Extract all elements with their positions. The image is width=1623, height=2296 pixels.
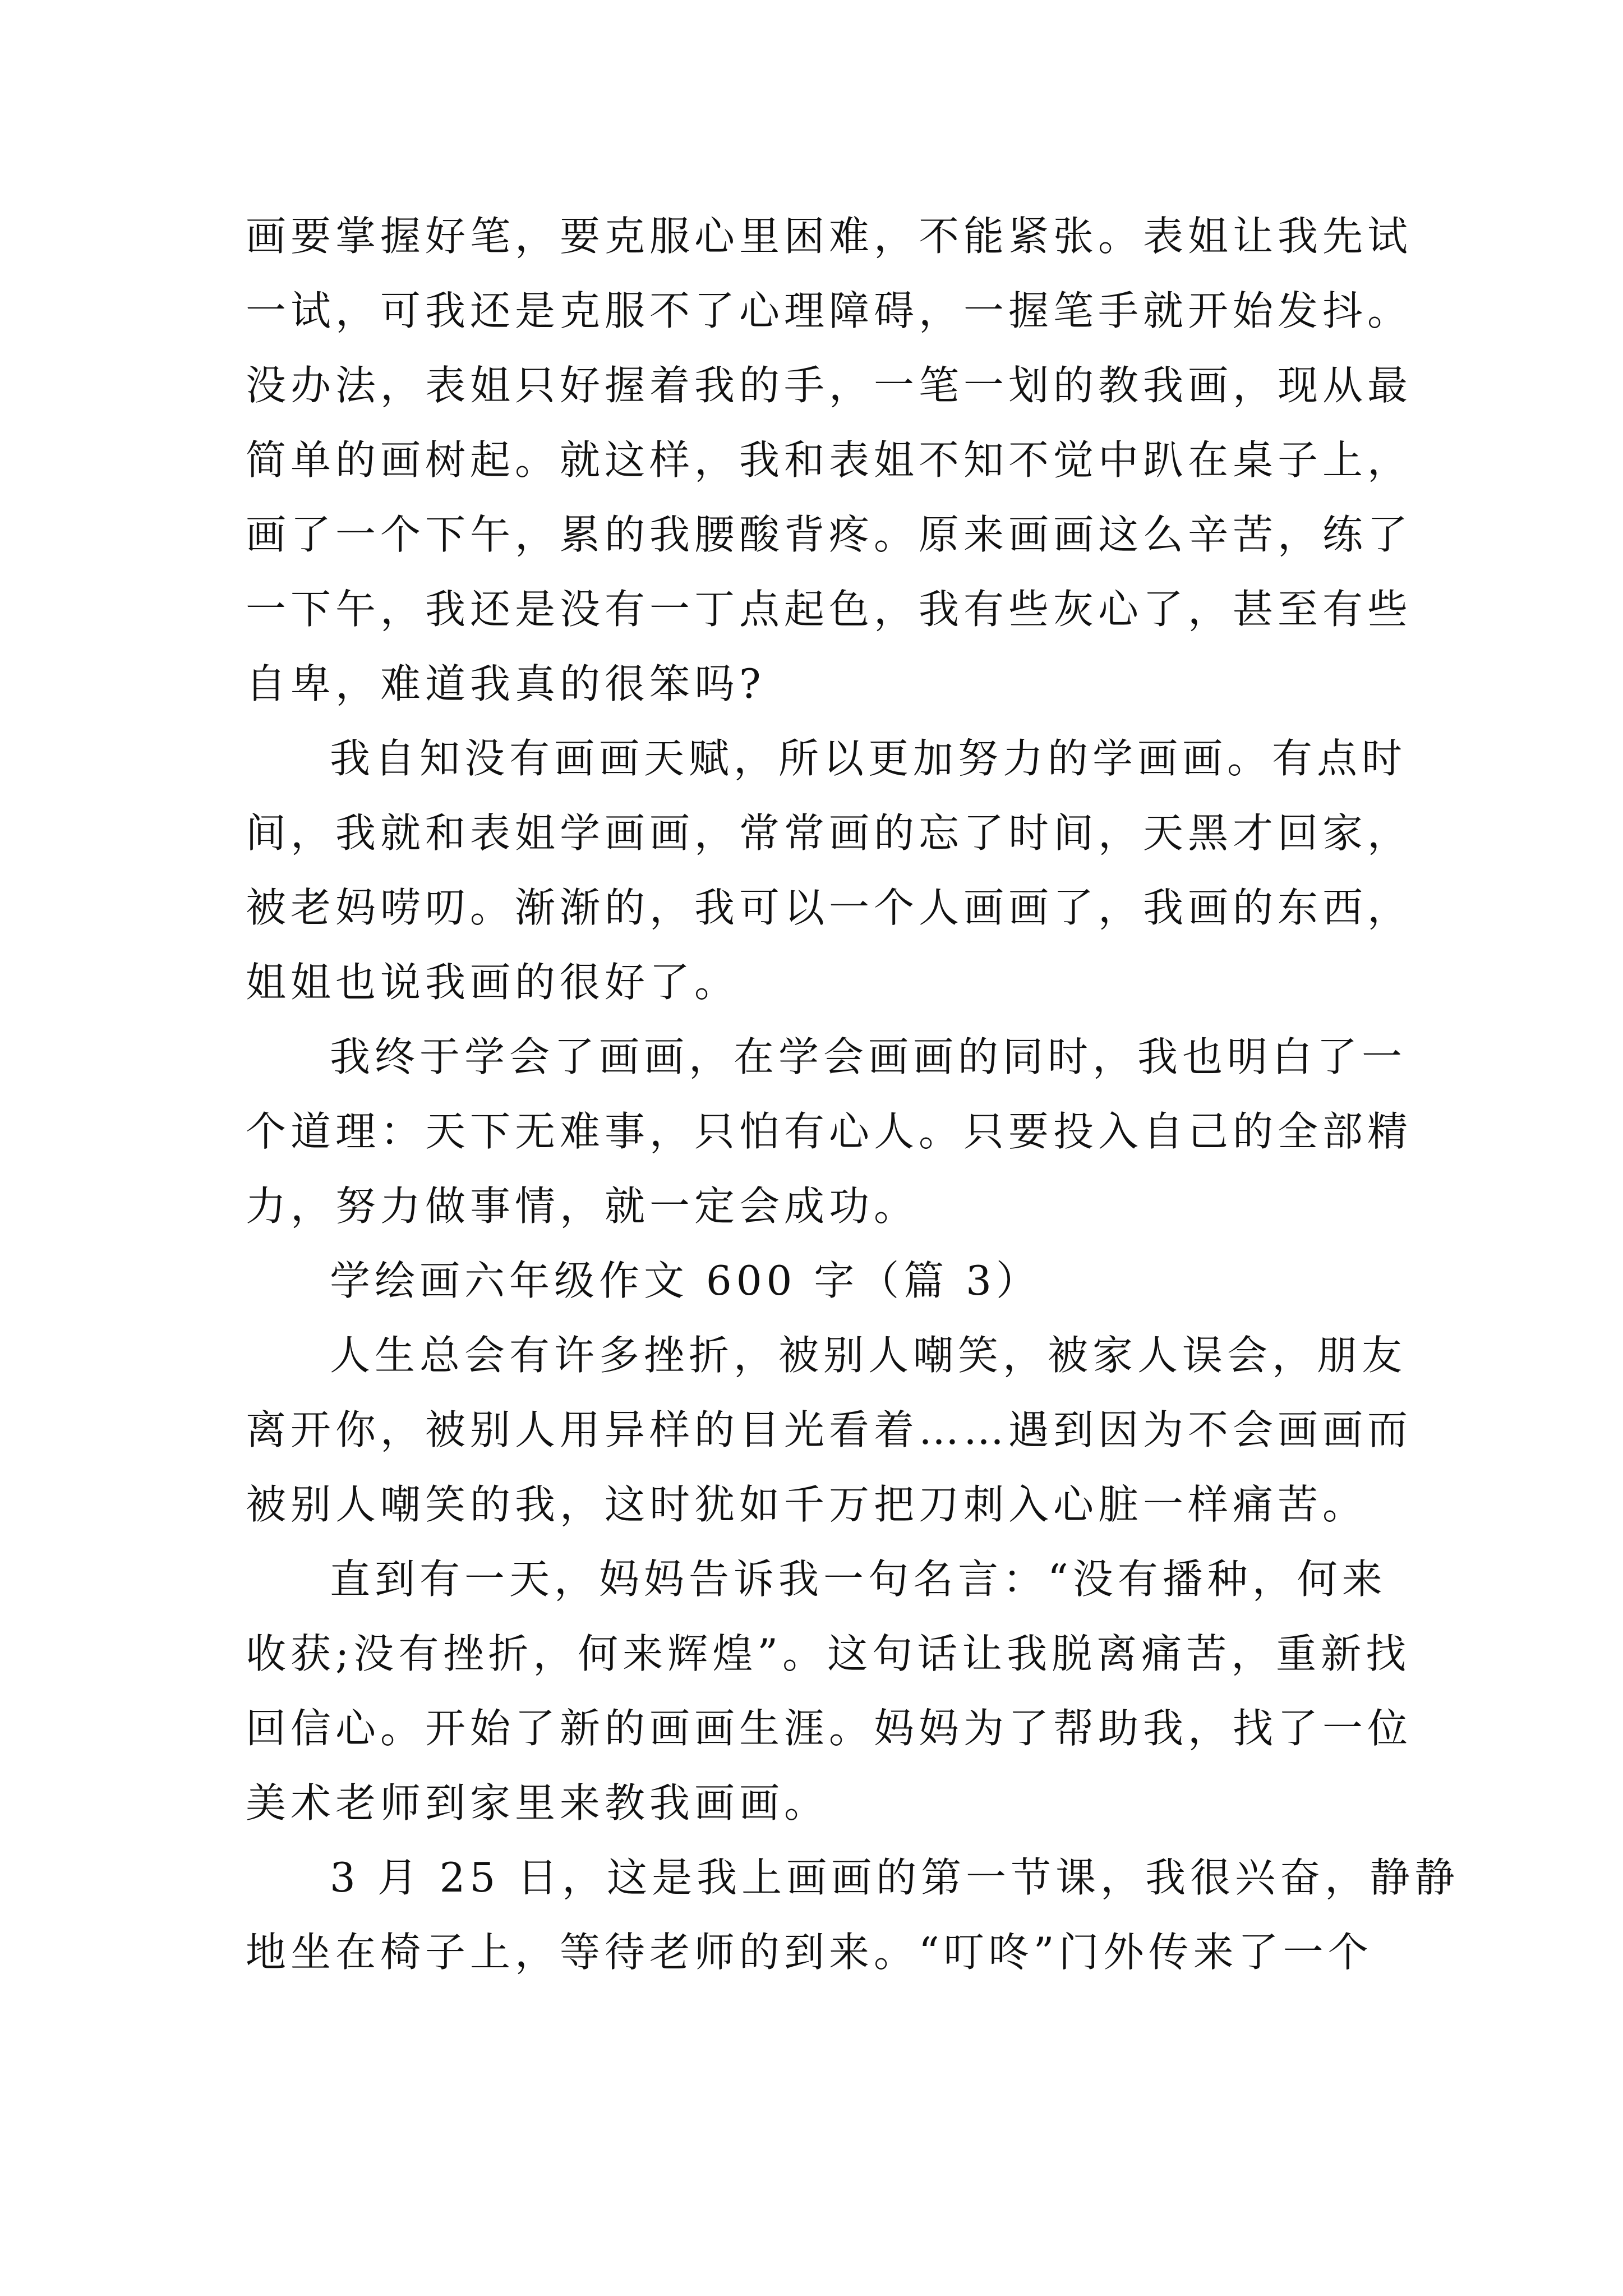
- paragraph-first-line: 人生总会有许多挫折，被别人嘲笑，被家人误会，朋友: [330, 1332, 1407, 1379]
- text-line: 画了一个下午，累的我腰酸背疼。原来画画这么辛苦，练了: [246, 511, 1413, 558]
- paragraph-first-line: 我自知没有画画天赋，所以更加努力的学画画。有点时: [330, 735, 1407, 782]
- text-line: 力，努力做事情，就一定会成功。: [246, 1182, 919, 1230]
- text-line: 被老妈唠叨。渐渐的，我可以一个人画画了，我画的东西，: [246, 884, 1413, 931]
- text-line: 一试，可我还是克服不了心理障碍，一握笔手就开始发抖。: [246, 287, 1413, 334]
- text-line: 简单的画树起。就这样，我和表姐不知不觉中趴在桌子上，: [246, 436, 1413, 484]
- text-line: 个道理：天下无难事，只怕有心人。只要投入自己的全部精: [246, 1108, 1413, 1155]
- text-line: 离开你，被别人用异样的目光看着……遇到因为不会画画而: [246, 1406, 1413, 1453]
- section-heading: 学绘画六年级作文 600 字（篇 3）: [330, 1257, 1041, 1304]
- text-line: 自卑，难道我真的很笨吗?: [246, 660, 766, 707]
- text-line: 一下午，我还是没有一丁点起色，我有些灰心了，甚至有些: [246, 586, 1413, 633]
- paragraph-first-line: 我终于学会了画画，在学会画画的同时，我也明白了一: [330, 1033, 1407, 1080]
- text-line: 收获;没有挫折，何来辉煌”。这句话让我脱离痛苦，重新找: [246, 1630, 1411, 1677]
- body-text: [246, 199, 1460, 1990]
- text-line: 间，我就和表姐学画画，常常画的忘了时间，天黑才回家，: [246, 809, 1413, 857]
- text-line: 美术老师到家里来教我画画。: [246, 1779, 829, 1826]
- text-line: 被别人嘲笑的我，这时犹如千万把刀刺入心脏一样痛苦。: [246, 1481, 1368, 1528]
- text-line: 画要掌握好笔，要克服心里困难，不能紧张。表姐让我先试: [246, 213, 1413, 260]
- text-line: 没办法，表姐只好握着我的手，一笔一划的教我画，现从最: [246, 362, 1413, 409]
- text-line: 回信心。开始了新的画画生涯。妈妈为了帮助我，找了一位: [246, 1705, 1413, 1752]
- paragraph-first-line: 直到有一天，妈妈告诉我一句名言：“没有播种，何来: [330, 1556, 1387, 1603]
- paragraph-first-line: 3 月 25 日，这是我上画画的第一节课，我很兴奋，静静: [330, 1854, 1460, 1901]
- text-line: 姐姐也说我画的很好了。: [246, 959, 740, 1006]
- text-line: 地坐在椅子上，等待老师的到来。“叮咚”门外传来了一个: [246, 1929, 1373, 1976]
